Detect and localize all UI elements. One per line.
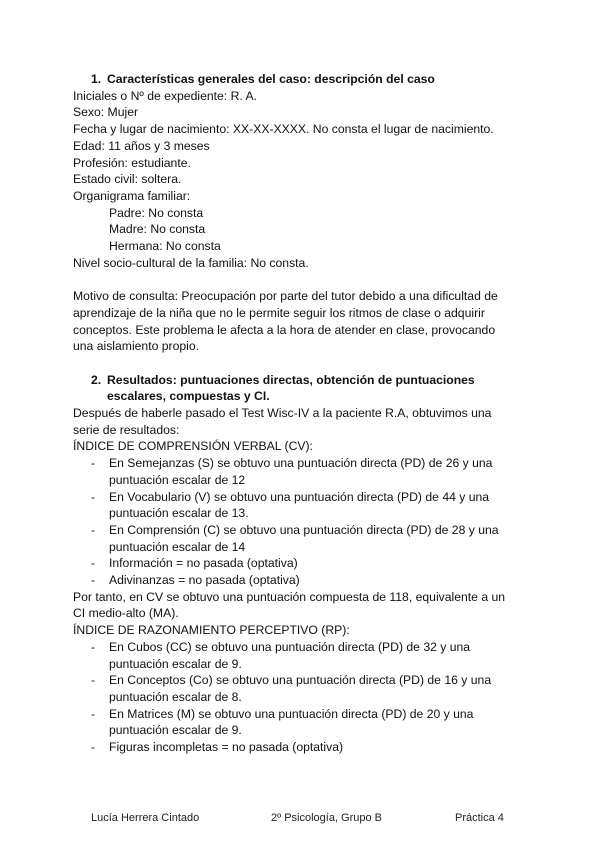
- list-dash: -: [91, 740, 96, 755]
- rp-heading: ÍNDICE DE RAZONAMIENTO PERCEPTIVO (RP):: [73, 623, 350, 638]
- spacer: [73, 355, 533, 372]
- list-dash: -: [91, 673, 96, 688]
- list-dash: -: [91, 456, 96, 471]
- list-item-text: En Vocabulario (V) se obtuvo una puntuación directa (PD) de 44 y una puntuación escalar de 13.: [109, 489, 490, 521]
- list-dash: -: [91, 522, 96, 537]
- list-item-text: Adivinanzas = no pasada (optativa): [109, 573, 300, 588]
- socio-cultural-line: Nivel socio-cultural de la familia: No consta.: [73, 255, 309, 270]
- list-dash: -: [91, 556, 96, 571]
- cv-heading: ÍNDICE DE COMPRENSIÓN VERBAL (CV):: [73, 439, 313, 454]
- initials-line: Iniciales o Nº de expediente: R. A.: [73, 88, 257, 103]
- list-dash: -: [91, 573, 96, 588]
- sex-line: Sexo: Mujer: [73, 105, 139, 120]
- list-item: [91, 706, 533, 739]
- civil-status-line: Estado civil: soltera.: [73, 172, 182, 187]
- section2-title: Resultados: puntuaciones directas, obtención de puntuaciones escalares, compuestas y CI.: [107, 372, 475, 404]
- birth-line: Fecha y lugar de nacimiento: XX-XX-XXXX. No consta el lugar de nacimiento.: [73, 122, 494, 137]
- sister-line: Hermana: No consta: [109, 239, 221, 254]
- consultation-reason: Motivo de consulta: Preocupación por parte del tutor debido a una dificultad de aprendizaje de la niña que no le permite seguir los ritmos de clase o adquirir conceptos. Este problema le afecta a la hora de atender en clase, provocando una aislamiento propio.: [73, 289, 498, 354]
- list-item-text: En Conceptos (Co) se obtuvo una puntuación directa (PD) de 16 y una puntuación escalar de 8.: [109, 673, 492, 704]
- age-line: Edad: 11 años y 3 meses: [73, 138, 210, 153]
- list-item-text: En Cubos (CC) se obtuvo una puntuación directa (PD) de 32 y una puntuación escalar de 9.: [109, 639, 471, 671]
- list-item: [91, 522, 533, 555]
- list-dash: -: [91, 706, 96, 721]
- section2-number: 2.: [91, 372, 102, 387]
- list-item: [91, 572, 533, 589]
- mother-line: Madre: No consta: [109, 222, 206, 237]
- list-item: [91, 672, 533, 705]
- footer-course: 2º Psicología, Grupo B: [271, 812, 383, 824]
- list-item: [91, 455, 533, 488]
- list-item-text: En Matrices (M) se obtuvo una puntuación directa (PD) de 20 y una puntuación escalar de 9.: [109, 706, 474, 738]
- spacer: [73, 271, 533, 288]
- list-dash: -: [91, 489, 96, 504]
- footer-author: Lucía Herrera Cintado: [91, 812, 200, 824]
- list-item: [91, 555, 533, 572]
- list-item: [91, 739, 533, 756]
- section1-title: Características generales del caso: descripción del caso: [107, 72, 435, 86]
- results-intro: Después de haberle pasado el Test Wisc-IV a la paciente R.A, obtuvimos una serie de resultados:: [73, 406, 492, 437]
- list-item-text: En Semejanzas (S) se obtuvo una puntuación directa (PD) de 26 y una puntuación escalar de 12: [109, 456, 493, 487]
- footer-practice: Práctica 4: [455, 812, 504, 824]
- list-item: [91, 489, 533, 522]
- section1-heading: [91, 71, 533, 88]
- organigram-line: Organigrama familiar:: [73, 188, 191, 203]
- father-line: Padre: No consta: [109, 205, 204, 220]
- document-page: [73, 71, 533, 756]
- cv-summary: Por tanto, en CV se obtuvo una puntuación compuesta de 118, equivalente a un CI medio-alto (MA).: [73, 589, 506, 621]
- list-dash: -: [91, 639, 96, 654]
- list-item-text: Información = no pasada (optativa): [109, 556, 298, 571]
- rp-list: [73, 639, 533, 756]
- cv-list: [73, 455, 533, 589]
- section2-heading: [91, 372, 533, 405]
- section1-number: 1.: [91, 72, 102, 86]
- list-item-text: En Comprensión (C) se obtuvo una puntuación directa (PD) de 28 y una puntuación escalar de 14: [109, 522, 499, 554]
- profession-line: Profesión: estudiante.: [73, 155, 191, 170]
- list-item: [91, 639, 533, 672]
- list-item-text: Figuras incompletas = no pasada (optativa): [109, 740, 344, 755]
